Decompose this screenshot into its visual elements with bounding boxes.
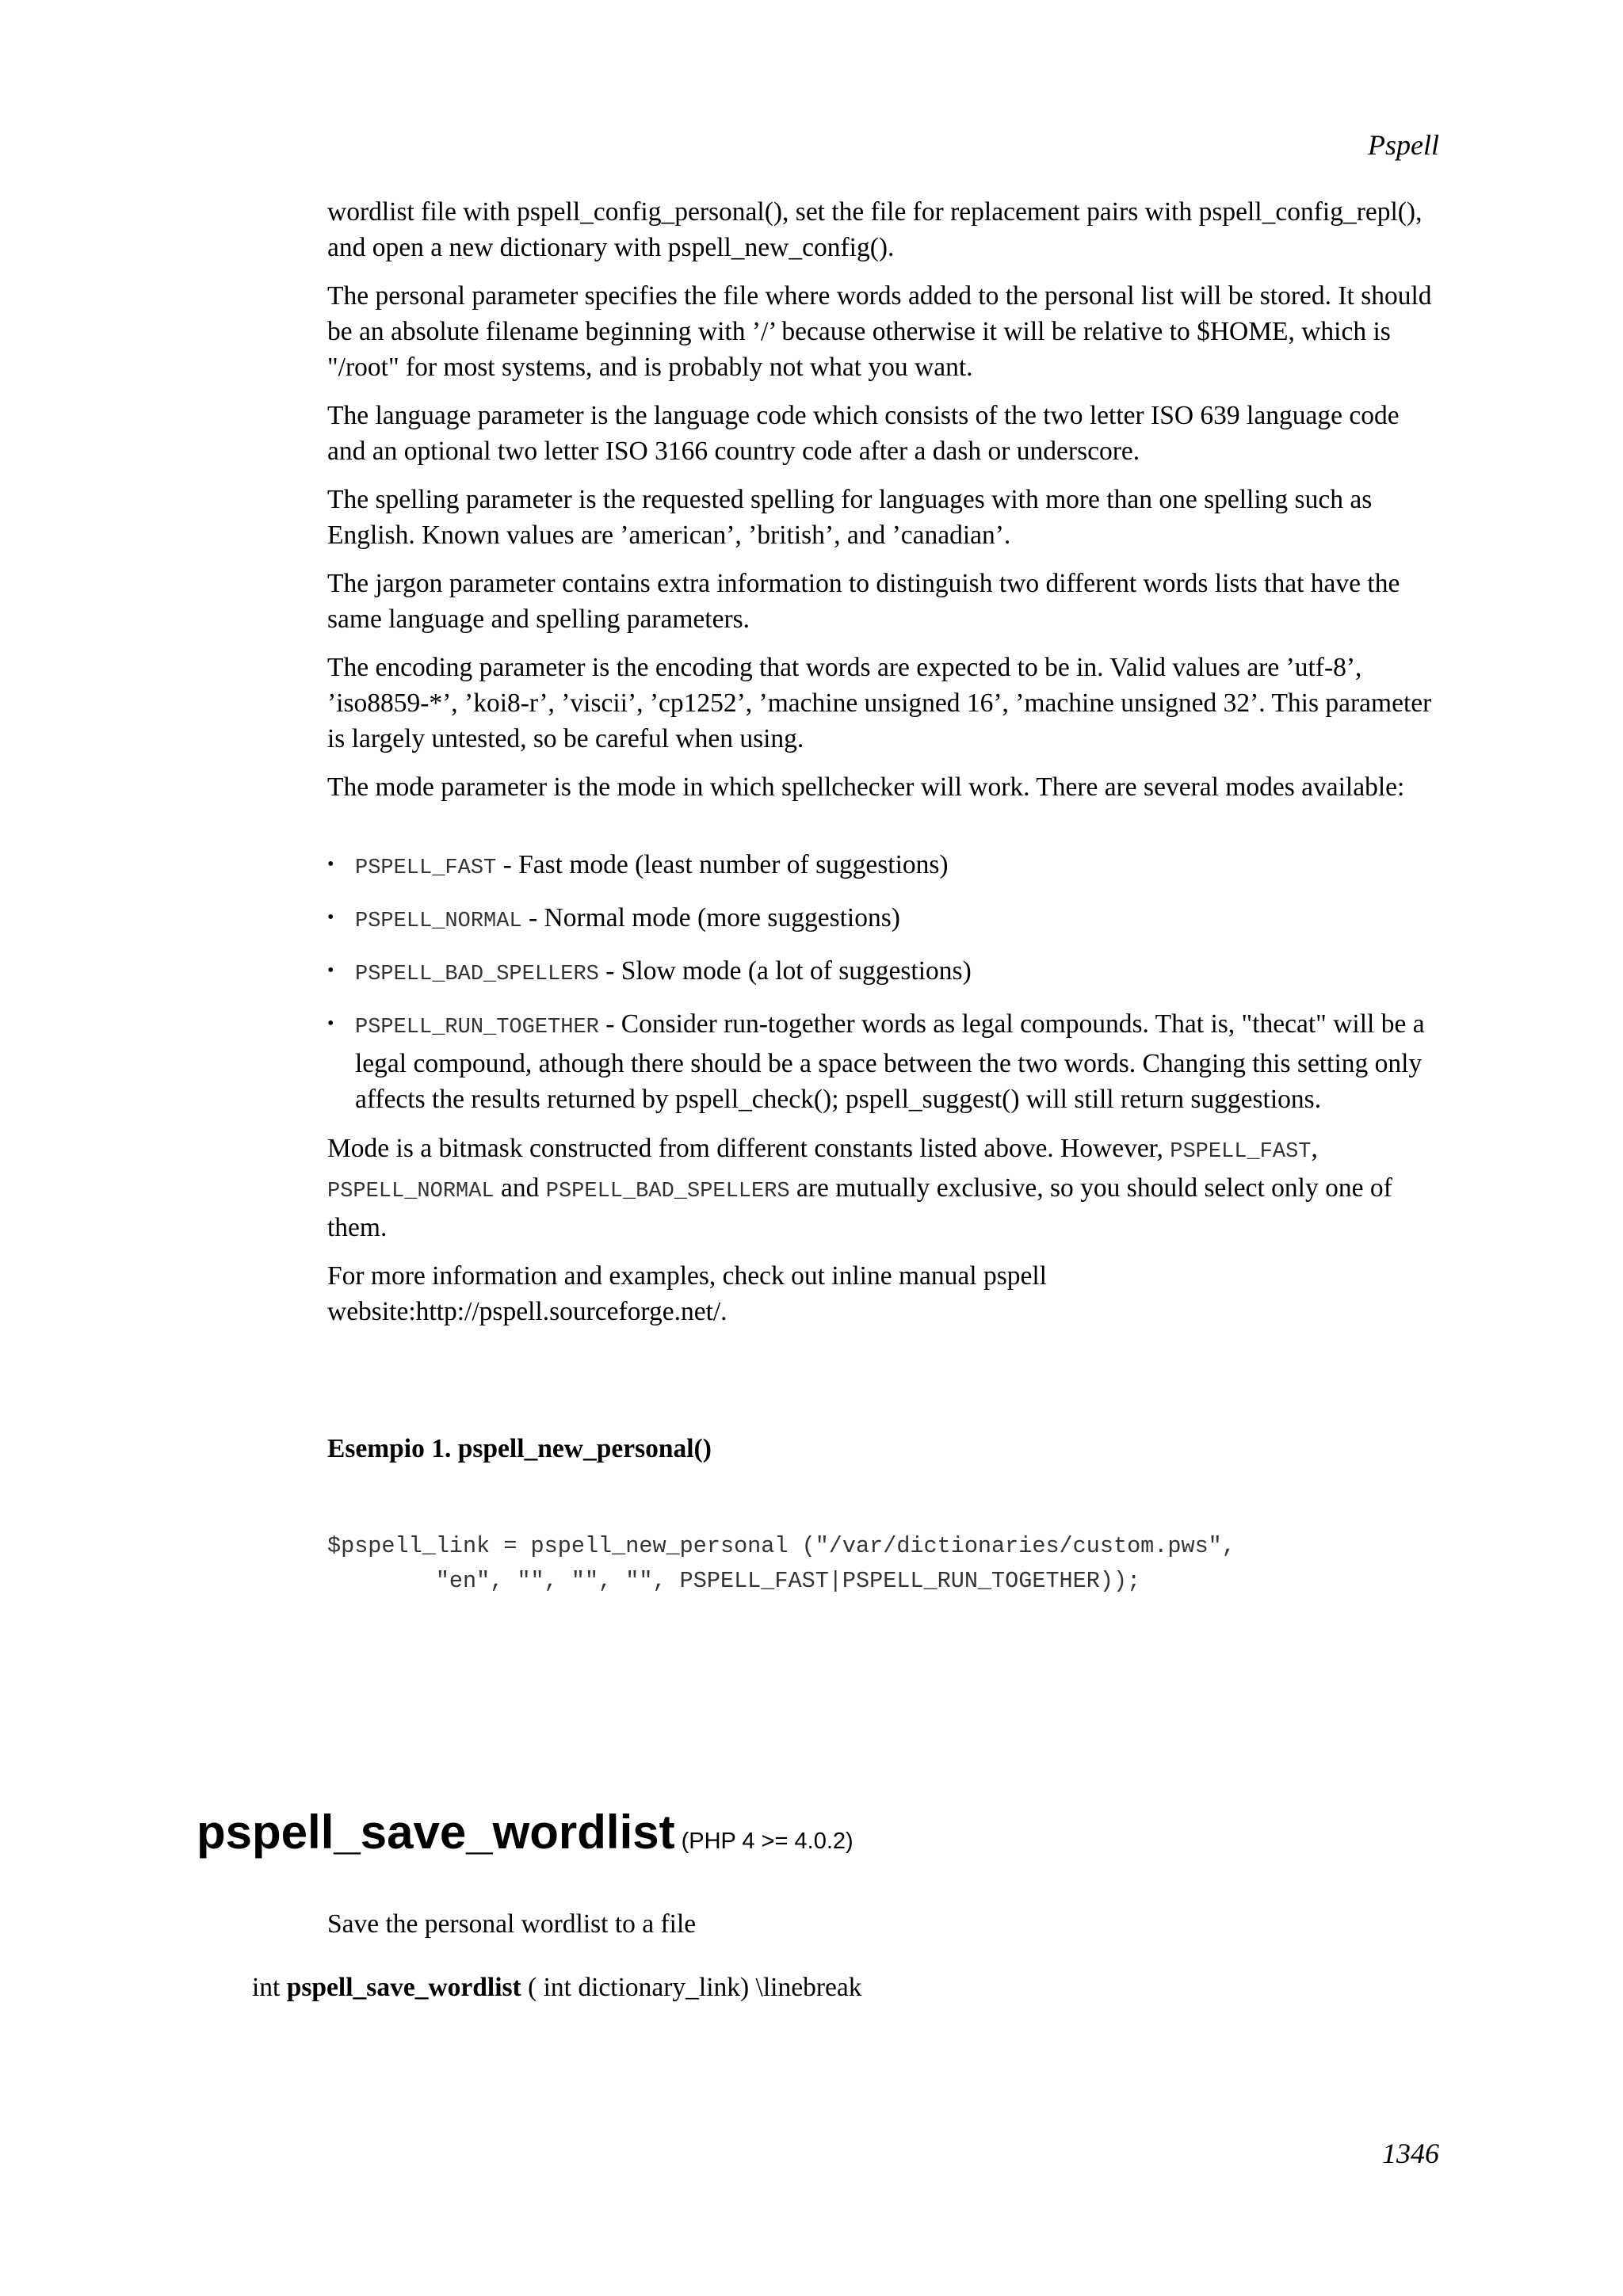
function-synopsis <box>252 1973 862 2003</box>
language-param-paragraph: The language parameter is the language code which consists of the two letter ISO 639 language code and an optional two letter ISO 3166 country code after a dash or underscore. <box>327 401 1400 466</box>
personal-param-paragraph: The personal parameter specifies the file where words added to the personal list will be stored. It should be an absolute filename beginning with ’/’ because otherwise it will be relative to $HOME, which is "/root" for most systems, and is probably not what you want. <box>327 281 1432 382</box>
bullet-icon: • <box>327 854 334 875</box>
return-type: int <box>252 1973 281 2002</box>
list-item <box>327 900 1441 940</box>
spelling-param-paragraph: The spelling parameter is the requested spelling for languages with more than one spelling such as English. Known values are ’american’, ’british’, and ’canadian’. <box>327 485 1373 550</box>
modes-list <box>327 847 1441 1117</box>
bitmask-text: Mode is a bitmask constructed from different constants listed above. However, <box>327 1134 1170 1163</box>
jargon-param-paragraph: The jargon parameter contains extra information to distinguish two different words lists that have the same language and spelling parameters. <box>327 569 1400 634</box>
constant-name: PSPELL_NORMAL <box>355 910 522 933</box>
list-item-text: - Consider run-together words as legal compounds. That is, "thecat" will be a legal compound, athough there should be a space between the two words. Changing this setting only affects the results returned by pspell_check(); pspell_suggest() will still return suggestions. <box>355 1009 1425 1114</box>
synopsis-args: ( int dictionary_link) \linebreak <box>521 1973 862 2002</box>
php-version: (PHP 4 >= 4.0.2) <box>681 1829 854 1854</box>
constant-name: PSPELL_NORMAL <box>327 1180 495 1203</box>
function-purpose: Save the personal wordlist to a file <box>327 1909 697 1939</box>
bullet-icon: • <box>327 1013 334 1034</box>
more-info-paragraph: For more information and examples, check out inline manual pspell website:http://pspell.sourceforge.net/. <box>327 1261 1047 1326</box>
code-example: $pspell_link = pspell_new_personal ("/var/dictionaries/custom.pws", "en", "", "", "", PSPELL_FAST|PSPELL_RUN_TOGETHER)); <box>327 1533 1235 1594</box>
bitmask-text: , <box>1311 1134 1318 1163</box>
constant-name: PSPELL_FAST <box>355 856 497 880</box>
encoding-param-paragraph: The encoding parameter is the encoding that words are expected to be in. Valid values are ’utf-8’, ’iso8859-*’, ’koi8-r’, ’viscii’, ’cp1252’, ’machine unsigned 16’, ’machine unsigned 32’. This parameter is largely untested, so be careful when using. <box>327 653 1432 753</box>
running-header: Pspell <box>1368 129 1439 161</box>
body-text <box>327 194 1441 1342</box>
function-name: pspell_save_wordlist <box>197 1806 675 1859</box>
constant-name: PSPELL_FAST <box>1170 1140 1312 1164</box>
list-item-text: - Fast mode (least number of suggestions) <box>496 850 949 879</box>
bitmask-paragraph <box>327 1131 1441 1245</box>
function-heading <box>197 1805 854 1859</box>
example-title: Esempio 1. pspell_new_personal() <box>327 1434 712 1463</box>
list-item-text: - Slow mode (a lot of suggestions) <box>598 956 972 986</box>
page-number: 1346 <box>1382 2138 1439 2169</box>
mode-param-paragraph: The mode parameter is the mode in which spellchecker will work. There are several modes available: <box>327 772 1405 802</box>
bitmask-text: and <box>494 1173 546 1203</box>
bullet-icon: • <box>327 960 334 981</box>
synopsis-function-name: pspell_save_wordlist <box>286 1973 521 2002</box>
constant-name: PSPELL_BAD_SPELLERS <box>355 963 599 986</box>
list-item <box>327 953 1441 993</box>
intro-continuation: wordlist file with pspell_config_personal(), set the file for replacement pairs with pspell_config_repl(), and open a new dictionary with pspell_new_config(). <box>327 197 1423 262</box>
list-item-text: - Normal mode (more suggestions) <box>521 903 900 933</box>
list-item <box>327 1006 1441 1117</box>
constant-name: PSPELL_RUN_TOGETHER <box>355 1016 599 1039</box>
constant-name: PSPELL_BAD_SPELLERS <box>545 1180 790 1203</box>
bullet-icon: • <box>327 907 334 928</box>
list-item <box>327 847 1441 887</box>
bitmask-text: are mutually exclusive, so you should select only one of them. <box>327 1173 1392 1242</box>
